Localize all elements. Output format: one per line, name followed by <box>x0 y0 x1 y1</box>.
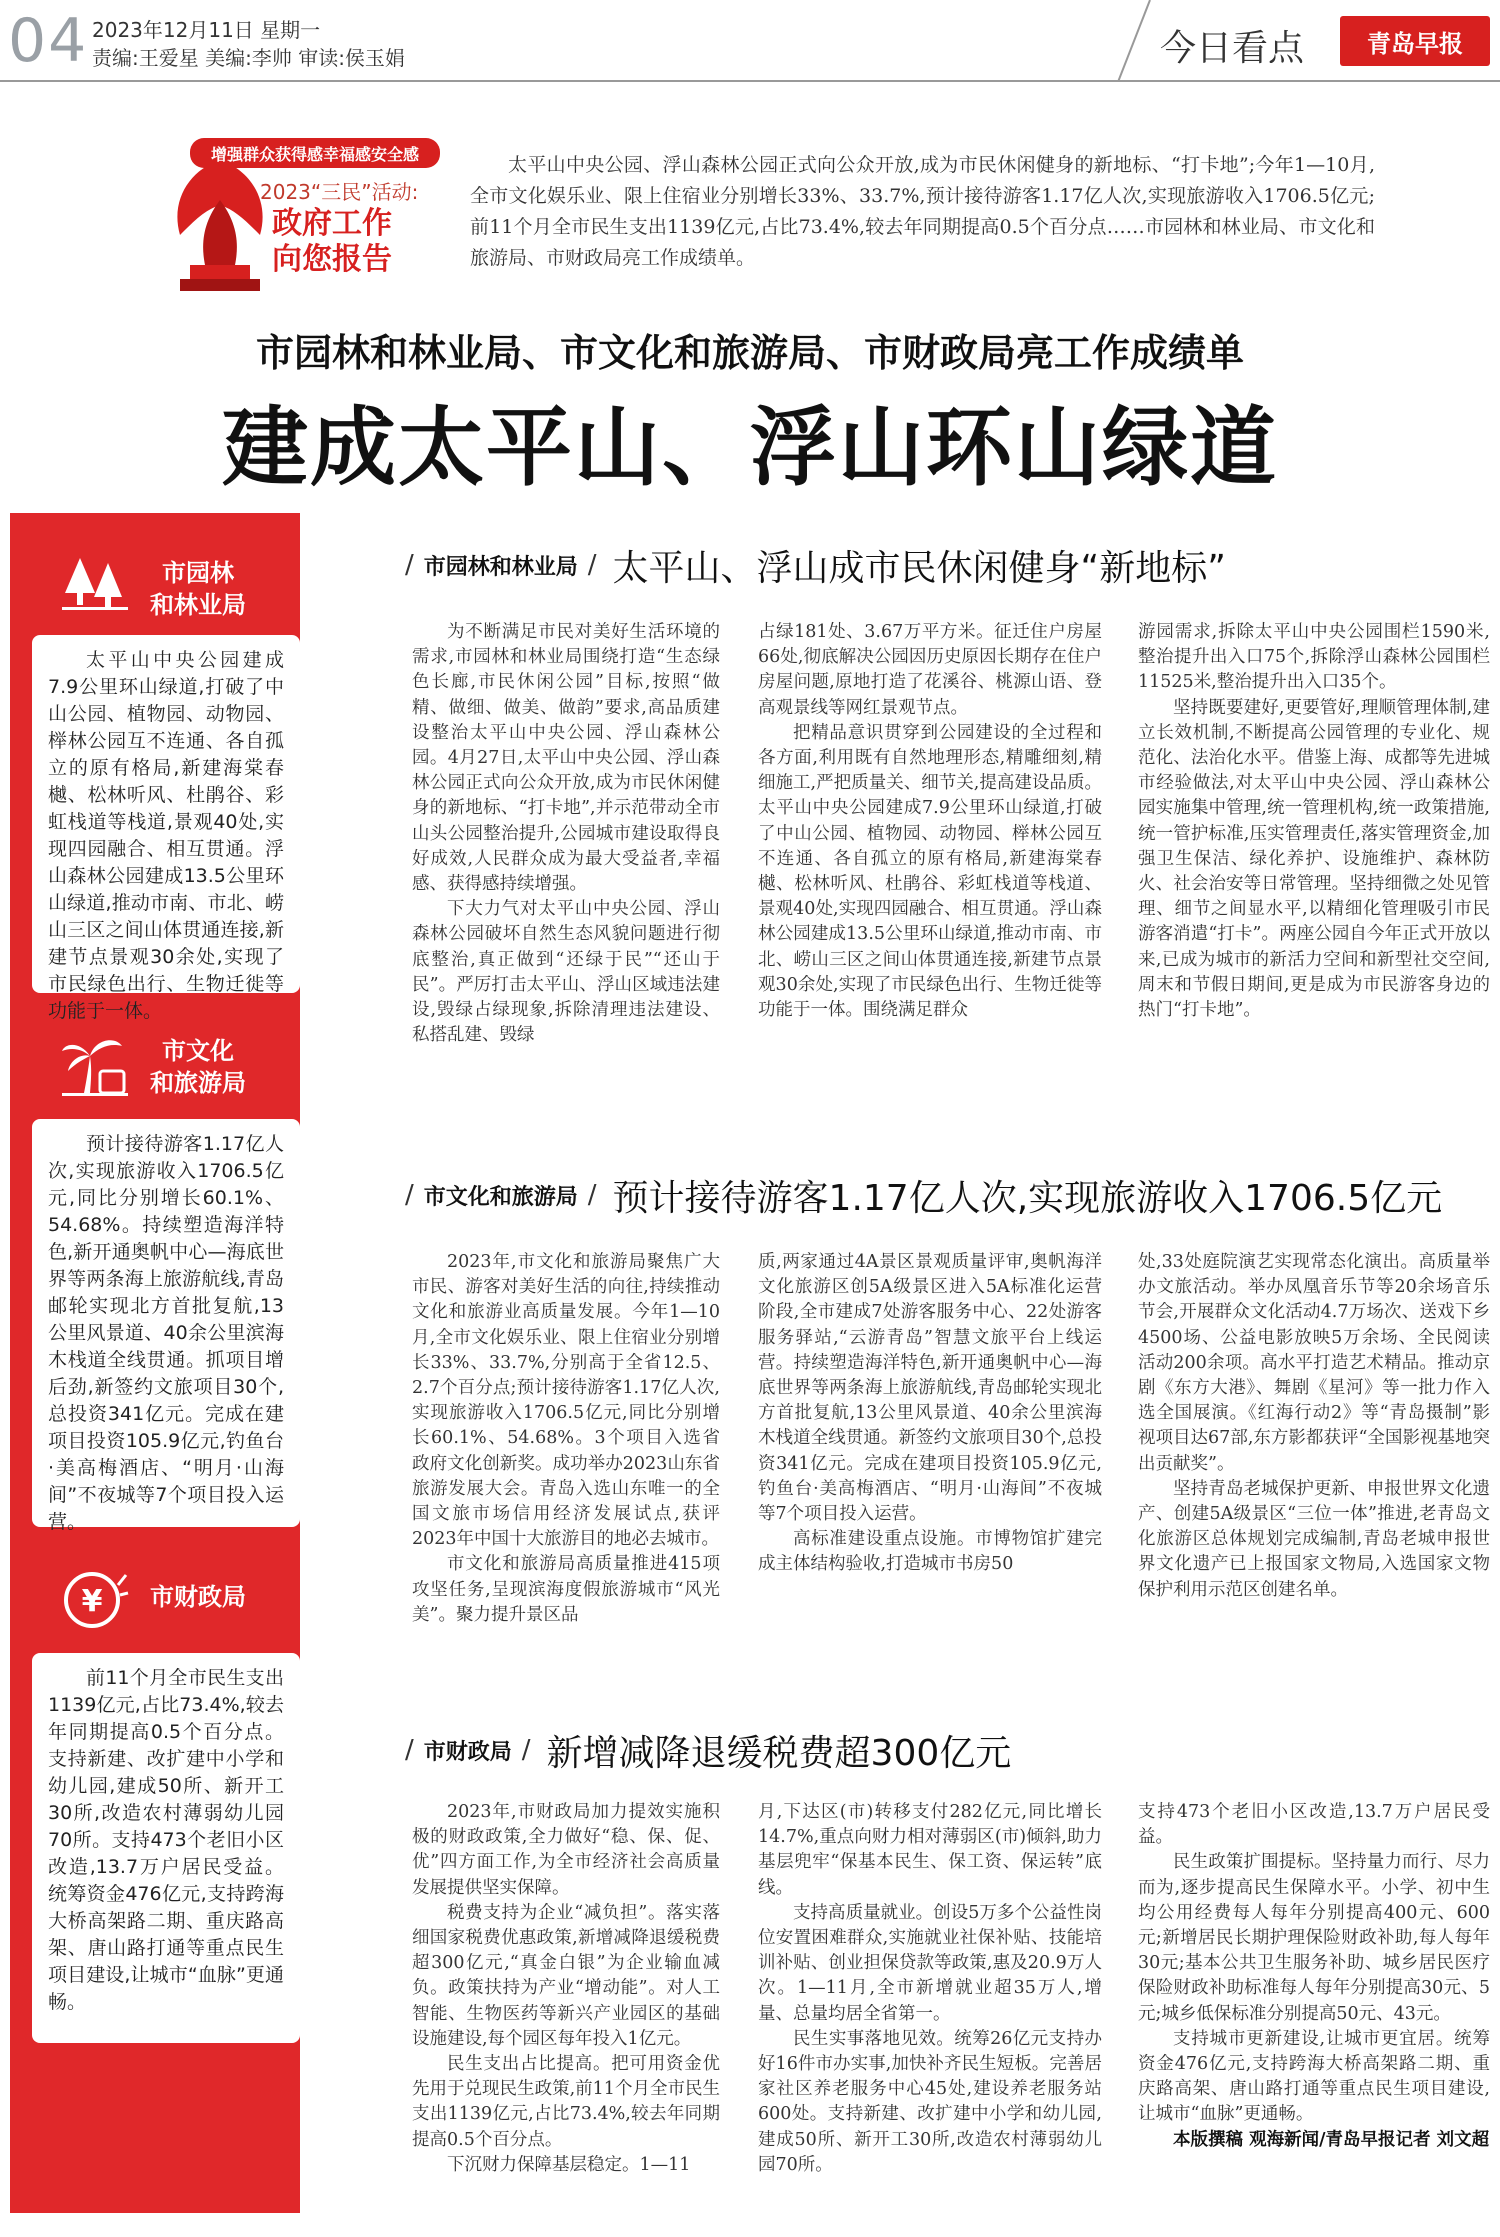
heading-slash: / <box>587 550 597 580</box>
summary-sidebar <box>10 513 300 2213</box>
heading-slash: / <box>405 1180 414 1210</box>
section-heading-finance <box>395 1725 1495 1775</box>
main-headline: 建成太平山、浮山环山绿道 <box>222 398 1278 498</box>
sidebar-title-parks <box>150 557 246 621</box>
activity-title-line1: 政府工作 <box>272 206 392 241</box>
sidebar-text-parks: 太平山中央公园建成7.9公里环山绿道,打破了中山公园、植物园、动物园、榉林公园互不连通、各自孤立的原有格局,新建海棠春樾、松林听风、杜鹃谷、彩虹栈道等栈道,景观40处,实现四园融合、相互贯通。浮山森林公园建成13.5公里环山绿道,推动市南、市北、崂山三区之间山体贯通连接,新建节点景观30余处,实现了市民绿色出行、生物迁徙等功能于一体。 <box>32 635 300 993</box>
article-column <box>758 1250 1102 1578</box>
editor-credits: 责编:王爱星 美编:李帅 审读:侯玉娟 <box>92 46 405 70</box>
paragraph: 质,两家通过4A景区景观质量评审,奥帆海洋文化旅游区创5A级景区进入5A标准化运营阶段,全市建成7处游客服务中心、22处游客服务驿站,“云游青岛”智慧文旅平台上线运营。持续塑造海洋特色,新开通奥帆中心—海底世界等两条海上旅游航线,青岛邮轮实现北方首批复航,13公里风景道、40余公里滨海木栈道全线贯通。新签约文旅项目30个,总投资341亿元。完成在建项目投资105.9亿元,钓鱼台·美高梅酒店、“明月·山海间”不夜城等7个项目投入运营。 <box>758 1252 1102 1525</box>
article-column <box>1138 620 1490 1023</box>
sidebar-title-line: 和旅游局 <box>150 1069 246 1097</box>
article-column <box>758 1800 1102 2178</box>
kicker-headline: 市园林和林业局、市文化和旅游局、市财政局亮工作成绩单 <box>255 330 1244 375</box>
paragraph: 月,下达区(市)转移支付282亿元,同比增长14.7%,重点向财力相对薄弱区(市)倾斜,助力基层兜牢“保基本民生、保工资、保运转”底线。 <box>758 1802 1102 1898</box>
paragraph: 坚持既要建好,更要管好,理顺管理体制,建立长效机制,不断提高公园管理的专业化、规范化、法治化水平。借鉴上海、成都等先进城市经验做法,对太平山中央公园、浮山森林公园实施集中管理,统一管理机构,统一政策措施,统一管护标准,压实管理责任,落实管理资金,加强卫生保洁、绿化养护、设施维护、森林防火、社会治安等日常管理。坚持细微之处见管理、细节之间显水平,以精细化管理吸引市民游客消遣“打卡”。两座公园自今年正式开放以来,已成为城市的新活力空间和新型社交空间,周末和节假日期间,更是成为市民游客身边的热门“打卡地”。 <box>1138 697 1490 1021</box>
lead-paragraph: 太平山中央公园、浮山森林公园正式向公众开放,成为市民休闲健身的新地标、“打卡地”;今年1—10月,全市文化娱乐业、限上住宿业分别增长33%、33.7%,预计接待游客1.17亿人次,实现旅游收入1706.5亿元;前11个月全市民生支出1139亿元,占比73.4%,较去年同期提高0.5个百分点……市园林和林业局、市文化和旅游局、市财政局亮工作成绩单。 <box>470 154 1375 269</box>
paper-logo: 青岛早报 <box>1340 16 1490 66</box>
heading-slash: / <box>405 1735 414 1765</box>
sidebar-title-line: 和林业局 <box>150 591 246 619</box>
page-number: 04 <box>8 6 89 76</box>
section-heading-parks <box>395 540 1495 590</box>
article-column <box>1138 1800 1490 2153</box>
paragraph: 市文化和旅游局高质量推进415项攻坚任务,呈现滨海度假旅游城市“风光美”。聚力提升景区品 <box>412 1554 720 1625</box>
sidebar-title-culture <box>150 1035 246 1099</box>
paragraph: 下大力气对太平山中央公园、浮山森林公园破坏自然生态风貌问题进行彻底整治,真正做到“还绿于民”“还山于民”。严厉打击太平山、浮山区域违法建设,毁绿占绿现象,拆除清理违法建设、私搭乱建、毁绿 <box>412 899 720 1046</box>
paragraph: 占绿181处、3.67万平方米。征迁住户房屋66处,彻底解决公园因历史原因长期存在住户房屋问题,原地打造了花溪谷、桃源山语、登高观景线等网红景观节点。 <box>758 622 1102 718</box>
paragraph: 游园需求,拆除太平山中央公园围栏1590米,整治提升出入口75个,拆除浮山森林公园围栏11525米,整治提升出入口35个。 <box>1138 622 1490 693</box>
paragraph: 支持高质量就业。创设5万多个公益性岗位安置困难群众,实施就业社保补贴、技能培训补贴、创业担保贷款等政策,惠及20.9万人次。1—11月,全市新增就业超35万人,增量、总量均居全省第一。 <box>758 1902 1102 2024</box>
paragraph: 支持城市更新建设,让城市更宜居。统筹资金476亿元,支持跨海大桥高架路二期、重庆路高架、唐山路打通等重点民生项目建设,让城市“血脉”更通畅。 <box>1138 2028 1490 2125</box>
article-column <box>412 1800 720 2178</box>
palm-tree-icon <box>60 1031 130 1101</box>
sidebar-text-culture: 预计接待游客1.17亿人次,实现旅游收入1706.5亿元,同比分别增长60.1%、54.68%。持续塑造海洋特色,新开通奥帆中心—海底世界等两条海上旅游航线,青岛邮轮实现北方首批复航,13公里风景道、40余公里滨海木栈道全线贯通。抓项目增后劲,新签约文旅项目30个,总投资341亿元。完成在建项目投资105.9亿元,钓鱼台·美高梅酒店、“明月·山海间”不夜城等7个项目投入运营。 <box>32 1119 300 1527</box>
paragraph: 坚持青岛老城保护更新、申报世界文化遗产、创建5A级景区“三位一体”推进,老青岛文化旅游区总体规划完成编制,青岛老城申报世界文化遗产已上报国家文物局,入选国家文物保护利用示范区创建名单。 <box>1138 1478 1490 1600</box>
issue-date: 2023年12月11日 星期一 <box>92 18 321 42</box>
yuan-coin-icon <box>60 1565 130 1635</box>
activity-subtitle: 2023“三民”活动: <box>260 180 419 204</box>
article-column <box>758 620 1102 1023</box>
sidebar-title-finance <box>150 1581 246 1613</box>
sidebar-title-line: 市财政局 <box>150 1583 246 1611</box>
byline: 本版撰稿 观海新闻/青岛早报记者 刘文超 <box>1173 2129 1490 2150</box>
heading-slash: / <box>521 1735 531 1765</box>
header-divider <box>0 80 1500 82</box>
section-heading-culture <box>395 1170 1495 1220</box>
section-dept: 市财政局 <box>423 1739 512 1765</box>
activity-title-line2: 向您报告 <box>272 242 392 277</box>
paragraph: 支持473个老旧小区改造,13.7万户居民受益。 <box>1138 1802 1490 1848</box>
paragraph: 为不断满足市民对美好生活环境的需求,市园林和林业局围绕打造“生态绿色长廊,市民休闲公园”目标,按照“做精、做细、做美、做韵”要求,高品质建设整治太平山中央公园、浮山森林公园。4月27日,太平山中央公园、浮山森林公园正式向公众开放,成为市民休闲健身的新地标、“打卡地”,并示范带动全市山头公园整治提升,公园城市建设取得良好成效,人民群众成为最大受益者,幸福感、获得感持续增强。 <box>412 622 720 895</box>
article-column <box>412 620 720 1048</box>
paragraph: 把精品意识贯穿到公园建设的全过程和各方面,利用既有自然地理形态,精雕细刻,精细施工,严把质量关、细节关,提高建设品质。太平山中央公园建成7.9公里环山绿道,打破了中山公园、植物园、动物园、榉林公园互不连通、各自孤立的原有格局,新建海棠春樾、松林听风、杜鹃谷、彩虹栈道等栈道、景观40处,实现四园融合、相互贯通。浮山森林公园建成13.5公里环山绿道,推动市南、市北、崂山三区之间山体贯通连接,新建节点景观30余处,实现了市民绿色出行、生物迁徙等功能于一体。围绕满足群众 <box>758 722 1102 1021</box>
paragraph: 民生实事落地见效。统筹26亿元支持办好16件市办实事,加快补齐民生短板。完善居家社区养老服务中心45处,建设养老服务站600处。支持新建、改扩建中小学和幼儿园,建成50所、新开工30所,改造农村薄弱幼儿园70所。 <box>758 2028 1102 2175</box>
activity-title <box>272 206 392 278</box>
heading-slash: / <box>405 550 414 580</box>
section-title: 今日看点 <box>1160 28 1305 69</box>
sidebar-title-line: 市文化 <box>162 1037 234 1065</box>
paragraph: 民生支出占比提高。把可用资金优先用于兑现民生政策,前11个月全市民生支出1139亿元,占比73.4%,较去年同期提高0.5个百分点。 <box>412 2054 720 2150</box>
article-column <box>1138 1250 1490 1603</box>
paragraph: 民生政策扩围提标。坚持量力而行、尽力而为,逐步提高民生保障水平。小学、初中生均公用经费每人每年分别提高400元、600元;新增居民长期护理保险财政补助,每人每年30元;基本公共卫生服务补助、城乡居民医疗保险财政补助标准每人每年分别提高30元、5元;城乡低保标准分别提高50元、43元。 <box>1138 1852 1490 2024</box>
sidebar-text-finance: 前11个月全市民生支出1139亿元,占比73.4%,较去年同期提高0.5个百分点。支持新建、改扩建中小学和幼儿园,建成50所、新开工30所,改造农村薄弱幼儿园70所。支持473个老旧小区改造,13.7万户居民受益。统筹资金476亿元,支持跨海大桥高架路二期、重庆路高架、唐山路打通等重点民生项目建设,让城市“血脉”更通畅。 <box>32 1653 300 2043</box>
paragraph: 高标准建设重点设施。市博物馆扩建完成主体结构验收,打造城市书房50 <box>758 1529 1102 1575</box>
section-dept: 市园林和林业局 <box>423 554 578 580</box>
svg-text:¥: ¥ <box>81 1584 103 1619</box>
paragraph: 处,33处庭院演艺实现常态化演出。高质量举办文旅活动。举办凤凰音乐节等20余场音乐节会,开展群众文化活动4.7万场次、送戏下乡4500场、公益电影放映5万余场、全民阅读活动200余项。高水平打造艺术精品。推动京剧《东方大港》、舞剧《星河》等一批力作入选全国展演。《红海行动2》等“青岛摄制”影视项目达67部,东方影都获评“全国影视基地突出贡献奖”。 <box>1138 1252 1490 1474</box>
sidebar-header-parks <box>10 543 300 633</box>
heading-slash: / <box>587 1180 597 1210</box>
paragraph: 税费支持为企业“减负担”。落实落细国家税费优惠政策,新增减降退缓税费超300亿元,“真金白银”为企业输血减负。政策扶持为产业“增动能”。对人工智能、生物医药等新兴产业园区的基础设施建设,每个园区每年投入1亿元。 <box>412 1902 720 2049</box>
section-title-text: 太平山、浮山成市民休闲健身“新地标” <box>612 547 1226 589</box>
article-column <box>412 1250 720 1628</box>
section-title-text: 新增减降退缓税费超300亿元 <box>546 1732 1012 1774</box>
activity-ribbon: 增强群众获得感幸福感安全感 <box>190 138 440 168</box>
sidebar-title-line: 市园林 <box>162 559 234 587</box>
sidebar-header-culture <box>10 1021 300 1111</box>
section-title-text: 预计接待游客1.17亿人次,实现旅游收入1706.5亿元 <box>612 1177 1443 1219</box>
paragraph: 2023年,市财政局加力提效实施积极的财政政策,全力做好“稳、保、促、优”四方面工作,为全市经济社会高质量发展提供坚实保障。 <box>412 1802 720 1898</box>
sidebar-header-finance <box>10 1555 300 1645</box>
paragraph: 2023年,市文化和旅游局聚焦广大市民、游客对美好生活的向往,持续推动文化和旅游业高质量发展。今年1—10月,全市文化娱乐业、限上住宿业分别增长33%、33.7%,分别高于全省12.5、2.7个百分点;预计接待游客1.17亿人次,实现旅游收入1706.5亿元,同比分别增长60.1%、54.68%。3个项目入选省政府文化创新奖。成功举办2023山东省旅游发展大会。青岛入选山东唯一的全国文旅市场信用经济发展试点,获评2023年中国十大旅游目的地必去城市。 <box>412 1252 720 1550</box>
trees-icon <box>60 553 130 613</box>
paragraph: 下沉财力保障基层稳定。1—11 <box>447 2154 691 2175</box>
section-dept: 市文化和旅游局 <box>423 1184 578 1210</box>
header-slash-decoration <box>1100 0 1160 82</box>
